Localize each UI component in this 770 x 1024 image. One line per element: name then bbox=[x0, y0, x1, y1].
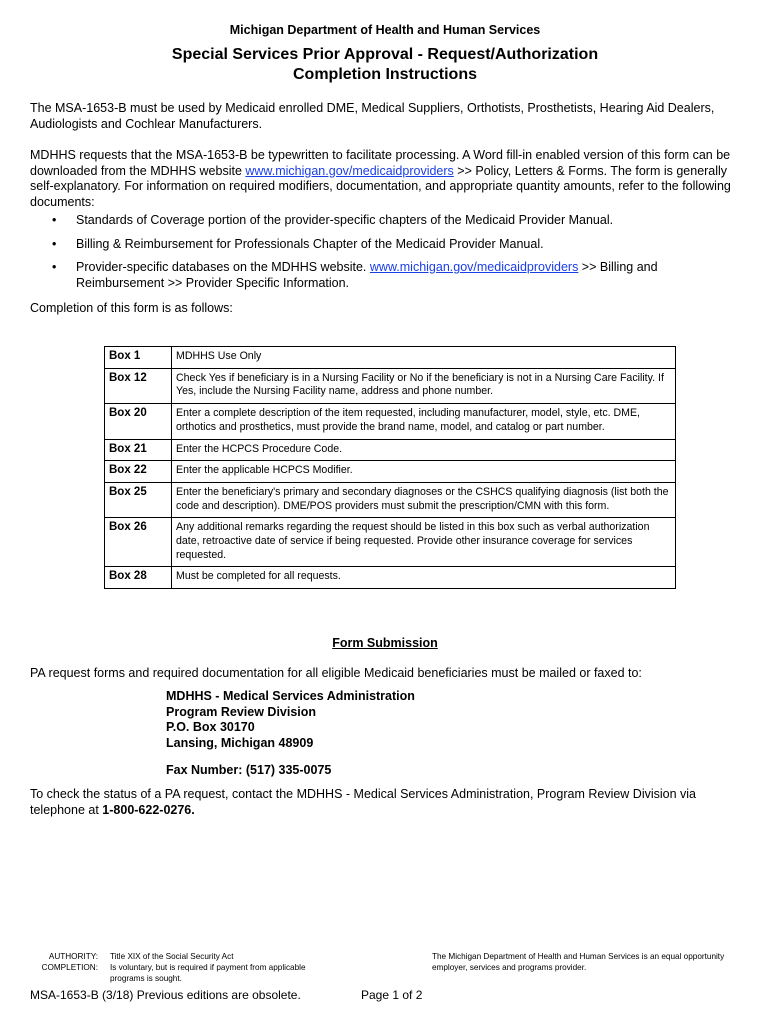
table-row bbox=[105, 347, 676, 369]
list-item-text: >> Billing and Reimbursement >> Provider Specific Information. bbox=[76, 260, 658, 290]
table-row bbox=[105, 461, 676, 483]
page-title bbox=[0, 45, 770, 85]
status-paragraph bbox=[30, 787, 745, 818]
completion-intro: Completion of this form is as follows: bbox=[30, 301, 233, 315]
page-number: Page 1 of 2 bbox=[361, 988, 423, 1002]
authority-text: Title XIX of the Social Security Act bbox=[110, 952, 234, 961]
box-label: Box 12 bbox=[105, 368, 172, 403]
list-item-text: Billing & Reimbursement for Professionals Chapter of the Medicaid Provider Manual. bbox=[76, 236, 544, 251]
mailing-address bbox=[166, 689, 415, 751]
table-row bbox=[105, 482, 676, 517]
list-item-text: Provider-specific databases on the MDHHS website. bbox=[76, 260, 370, 274]
authority-label: AUTHORITY: bbox=[48, 952, 98, 961]
address-line: Program Review Division bbox=[166, 704, 317, 719]
box-instructions-table bbox=[104, 346, 676, 589]
title-line-2: Completion Instructions bbox=[293, 66, 477, 83]
list-item bbox=[30, 260, 720, 291]
table-row bbox=[105, 439, 676, 461]
table-row bbox=[105, 368, 676, 403]
bullet-icon: • bbox=[52, 213, 57, 227]
submission-intro: PA request forms and required documentation for all eligible Medicaid beneficiaries must be mailed or faxed to: bbox=[30, 666, 642, 680]
department-name: Michigan Department of Health and Human Services bbox=[229, 23, 541, 37]
list-item-text: Standards of Coverage portion of the provider-specific chapters of the Medicaid Provider Manual. bbox=[76, 213, 614, 227]
intro-paragraph-1: The MSA-1653-B must be used by Medicaid enrolled DME, Medical Suppliers, Orthotists, Prosthetists, Hearing Aid Dealers, Audiologists and Cochlear Manufacturers. bbox=[30, 101, 715, 131]
list-item bbox=[30, 237, 720, 253]
table-row bbox=[105, 404, 676, 439]
bullet-icon: • bbox=[52, 260, 57, 274]
box-instruction: Enter a complete description of the item requested, including manufacturer, model, style, etc. DME, orthotics and prosthetics, must provide the brand name, model, and catalog or part number. bbox=[172, 404, 676, 439]
completion-text-line: Is voluntary, but is required if payment from applicable bbox=[110, 963, 306, 972]
box-instruction: MDHHS Use Only bbox=[172, 347, 676, 369]
form-submission-heading: Form Submission bbox=[332, 636, 438, 650]
medicaid-providers-link[interactable]: www.michigan.gov/medicaidproviders bbox=[369, 260, 579, 274]
box-label: Box 28 bbox=[105, 567, 172, 589]
status-text: To check the status of a PA request, contact the MDHHS - Medical Services Administration, Program Review Division via telephone at bbox=[30, 787, 697, 817]
box-instruction: Enter the HCPCS Procedure Code. bbox=[172, 439, 676, 461]
title-line-1: Special Services Prior Approval - Request/Authorization bbox=[171, 46, 599, 63]
completion-text bbox=[110, 963, 306, 984]
intro-text-end: >> Policy, Letters & Forms. The form is generally self-explanatory. For information on required modifiers, documentation, and appropriate quantity amounts, refer to the following documents: bbox=[30, 163, 731, 209]
address-line: MDHHS - Medical Services Administration bbox=[166, 689, 415, 703]
eeo-line: employer, services and programs provider. bbox=[432, 962, 587, 972]
box-instruction: Any additional remarks regarding the request should be listed in this box such as verbal authorization date, retroactive date of service if being requested. Provide other insurance coverage for services requested. bbox=[172, 518, 676, 567]
box-instruction: Enter the applicable HCPCS Modifier. bbox=[172, 461, 676, 483]
box-label: Box 21 bbox=[105, 439, 172, 461]
box-label: Box 20 bbox=[105, 404, 172, 439]
equal-opportunity-statement bbox=[432, 952, 762, 973]
box-instruction: Check Yes if beneficiary is in a Nursing Facility or No if the beneficiary is not in a Nursing Care Facility. If Yes, include the Nursing Facility name, address and phone number. bbox=[172, 368, 676, 403]
box-instruction: Must be completed for all requests. bbox=[172, 567, 676, 589]
box-label: Box 25 bbox=[105, 482, 172, 517]
table-row bbox=[105, 518, 676, 567]
bullet-icon: • bbox=[52, 236, 57, 251]
intro-text-start: MDHHS requests that the MSA-1653-B be typewritten to facilitate processing. A Word fill-in enabled version of this form can be downloaded from the MDHHS website bbox=[30, 148, 731, 178]
medicaid-providers-link[interactable]: www.michigan.gov/medicaidproviders bbox=[245, 163, 454, 178]
list-item bbox=[30, 213, 720, 229]
eeo-line: The Michigan Department of Health and Human Services is an equal opportunity bbox=[432, 952, 725, 961]
box-label: Box 1 bbox=[105, 347, 172, 369]
address-line: P.O. Box 30170 bbox=[166, 720, 255, 734]
form-identifier: MSA-1653-B (3/18) Previous editions are obsolete. bbox=[30, 988, 301, 1002]
fax-number: Fax Number: (517) 335-0075 bbox=[166, 763, 332, 777]
reference-documents-list bbox=[30, 213, 720, 299]
box-label: Box 26 bbox=[105, 518, 172, 567]
completion-text-line: programs is sought. bbox=[110, 973, 182, 983]
table-row bbox=[105, 567, 676, 589]
box-instruction: Enter the beneficiary's primary and secondary diagnoses or the CSHCS qualifying diagnosis (list both the code and description). DME/POS providers must submit the prescription/CMN with this form. bbox=[172, 482, 676, 517]
box-label: Box 22 bbox=[105, 461, 172, 483]
intro-paragraph-2 bbox=[30, 148, 745, 210]
address-line: Lansing, Michigan 48909 bbox=[166, 735, 314, 750]
completion-label: COMPLETION: bbox=[41, 963, 98, 972]
phone-number: 1-800-622-0276. bbox=[102, 802, 195, 817]
